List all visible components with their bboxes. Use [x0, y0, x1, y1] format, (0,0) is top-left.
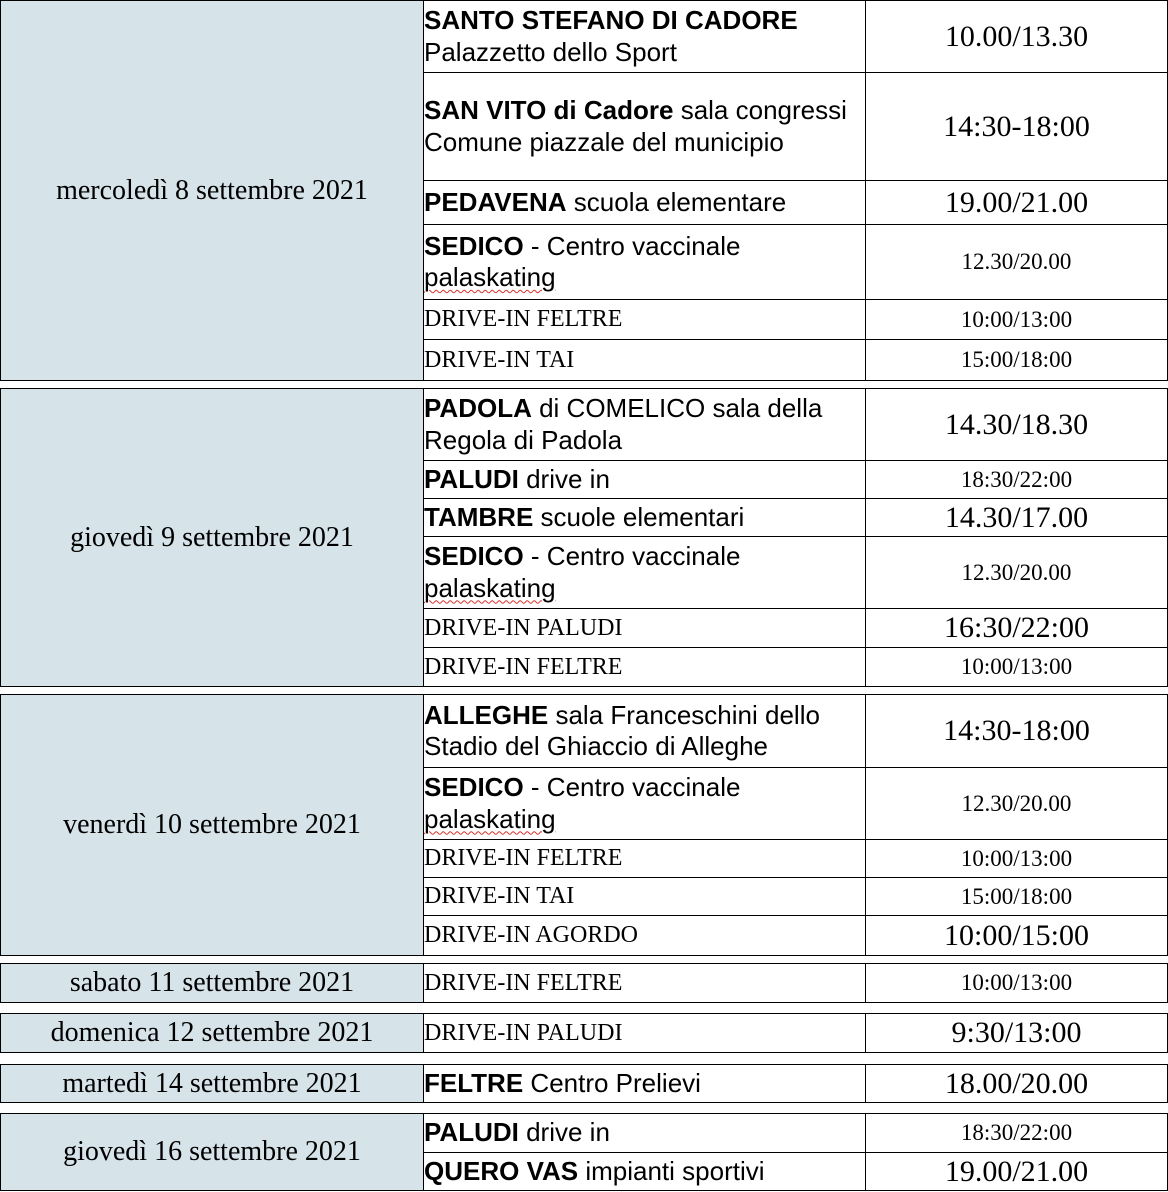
time-cell: 10:00/13:00 — [866, 840, 1168, 878]
time-cell: 19.00/21.00 — [866, 181, 1168, 225]
time-cell: 16:30/22:00 — [866, 609, 1168, 648]
date-cell: venerdì 10 settembre 2021 — [1, 695, 424, 956]
date-cell: mercoledì 8 settembre 2021 — [1, 1, 424, 381]
time-cell: 10:00/13:00 — [866, 964, 1168, 1003]
location-cell: PALUDI drive in — [424, 1114, 866, 1153]
time-cell: 14:30-18:00 — [866, 695, 1168, 768]
schedule-table — [0, 388, 1168, 687]
time-cell: 18:30/22:00 — [866, 1114, 1168, 1153]
schedule-block-2 — [0, 694, 1167, 956]
time-cell: 10:00/13:00 — [866, 648, 1168, 687]
schedule-block-3 — [0, 963, 1167, 1003]
date-cell: domenica 12 settembre 2021 — [1, 1014, 424, 1053]
location-cell: SEDICO - Centro vaccinale palaskating — [424, 768, 866, 840]
location-cell: FELTRE Centro Prelievi — [424, 1065, 866, 1103]
time-cell: 18:30/22:00 — [866, 461, 1168, 499]
time-cell: 18.00/20.00 — [866, 1065, 1168, 1103]
time-cell: 12.30/20.00 — [866, 537, 1168, 609]
location-cell: DRIVE-IN FELTRE — [424, 840, 866, 878]
spellcheck-underline: palaskating — [424, 572, 556, 603]
date-cell: sabato 11 settembre 2021 — [1, 964, 424, 1003]
time-cell: 10:00/15:00 — [866, 916, 1168, 956]
location-cell: TAMBRE scuole elementari — [424, 499, 866, 537]
time-cell: 10.00/13.30 — [866, 1, 1168, 73]
spellcheck-underline: palaskating — [424, 803, 556, 834]
location-cell: DRIVE-IN PALUDI — [424, 1014, 866, 1053]
location-cell: PADOLA di COMELICO sala della Regola di Padola — [424, 389, 866, 461]
location-cell: DRIVE-IN FELTRE — [424, 300, 866, 340]
schedule-table — [0, 1064, 1168, 1103]
location-cell: PALUDI drive in — [424, 461, 866, 499]
location-cell: DRIVE-IN AGORDO — [424, 916, 866, 956]
time-cell: 15:00/18:00 — [866, 878, 1168, 916]
location-cell: DRIVE-IN PALUDI — [424, 609, 866, 648]
schedule-table — [0, 1113, 1168, 1191]
time-cell: 10:00/13:00 — [866, 300, 1168, 340]
location-cell: PEDAVENA scuola elementare — [424, 181, 866, 225]
location-cell: SEDICO - Centro vaccinale palaskating — [424, 537, 866, 609]
location-cell: DRIVE-IN FELTRE — [424, 964, 866, 1003]
schedule-table — [0, 0, 1168, 381]
location-cell: SEDICO - Centro vaccinale palaskating — [424, 225, 866, 300]
schedule-block-5 — [0, 1064, 1167, 1103]
time-cell: 9:30/13:00 — [866, 1014, 1168, 1053]
date-cell: giovedì 9 settembre 2021 — [1, 389, 424, 687]
schedule-block-1 — [0, 388, 1167, 687]
schedule-table — [0, 963, 1168, 1003]
location-cell: SAN VITO di Cadore sala congressi Comune piazzale del municipio — [424, 73, 866, 181]
time-cell: 14:30-18:00 — [866, 73, 1168, 181]
schedule-table — [0, 1013, 1168, 1053]
time-cell: 12.30/20.00 — [866, 768, 1168, 840]
location-cell: DRIVE-IN TAI — [424, 878, 866, 916]
date-cell: martedì 14 settembre 2021 — [1, 1065, 424, 1103]
location-cell: DRIVE-IN TAI — [424, 340, 866, 381]
spellcheck-underline: palaskating — [424, 262, 556, 292]
location-cell: ALLEGHE sala Franceschini dello Stadio del Ghiaccio di Alleghe — [424, 695, 866, 768]
location-cell: DRIVE-IN FELTRE — [424, 648, 866, 687]
time-cell: 19.00/21.00 — [866, 1153, 1168, 1191]
time-cell: 14.30/18.30 — [866, 389, 1168, 461]
schedule-block-4 — [0, 1013, 1167, 1053]
location-cell: QUERO VAS impianti sportivi — [424, 1153, 866, 1191]
schedule-block-0 — [0, 0, 1167, 381]
location-cell: SANTO STEFANO DI CADORE Palazzetto dello Sport — [424, 1, 866, 73]
schedule-table — [0, 694, 1168, 956]
date-cell: giovedì 16 settembre 2021 — [1, 1114, 424, 1191]
time-cell: 14.30/17.00 — [866, 499, 1168, 537]
time-cell: 12.30/20.00 — [866, 225, 1168, 300]
schedule-block-6 — [0, 1113, 1167, 1191]
time-cell: 15:00/18:00 — [866, 340, 1168, 381]
